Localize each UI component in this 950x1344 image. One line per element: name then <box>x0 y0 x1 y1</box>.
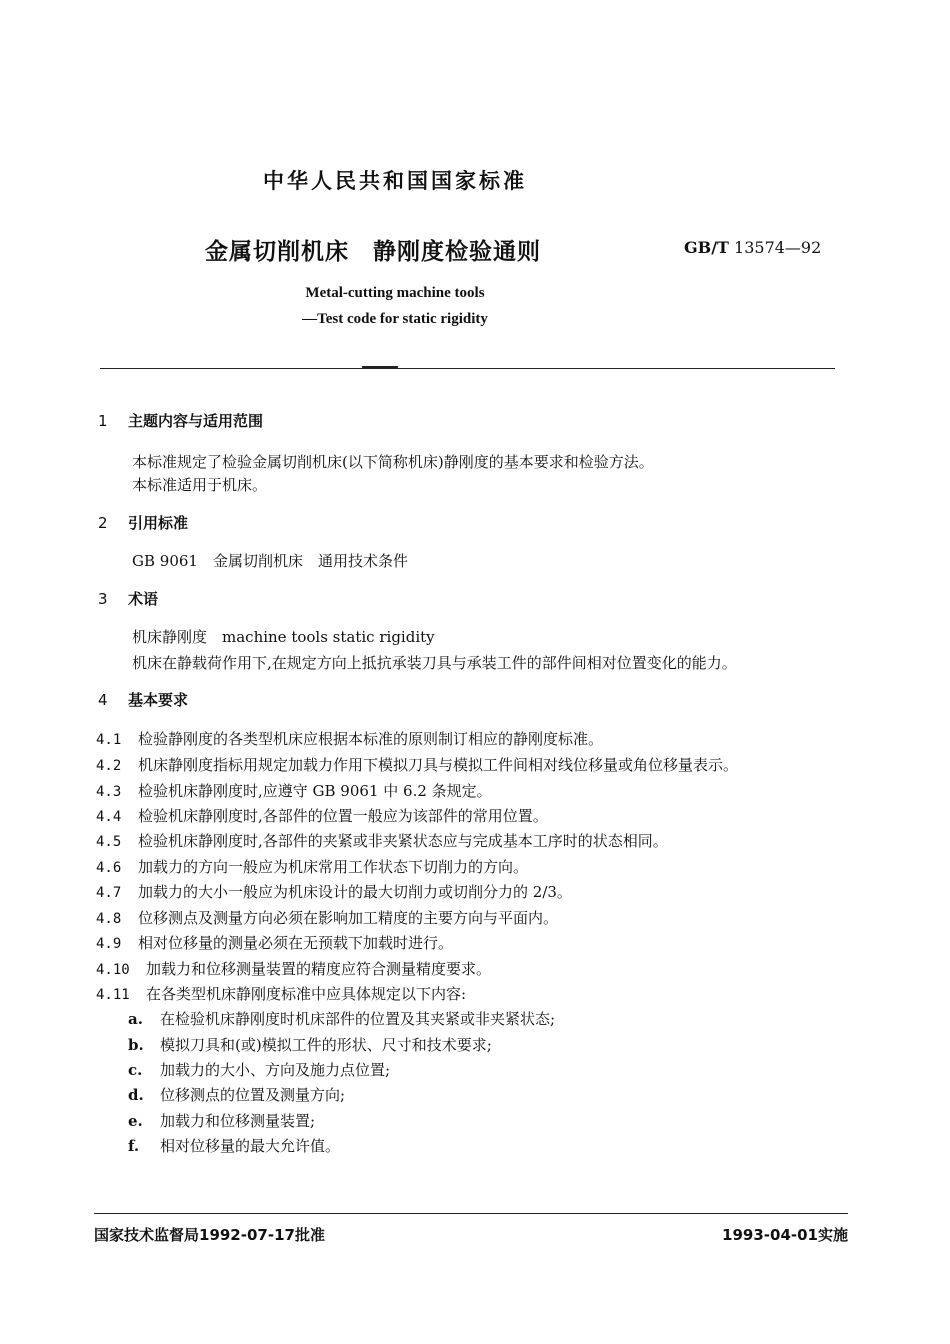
clause-number: 4.11 <box>96 987 130 1003</box>
list-item-c <box>128 1059 390 1080</box>
section-number: 1 <box>98 412 108 430</box>
header-divider-mark <box>362 366 398 369</box>
list-item-d <box>128 1084 345 1105</box>
section-title: 术语 <box>128 590 159 608</box>
clause-number: 4.6 <box>96 860 122 876</box>
document-title-cn: 金属切削机床 静刚度检验通则 <box>205 239 541 265</box>
clause-number: 4.4 <box>96 809 122 825</box>
header-divider <box>100 368 835 369</box>
section-title: 主题内容与适用范围 <box>128 412 264 430</box>
clause-4-7 <box>96 881 572 902</box>
clause-text: 检验机床静刚度时,各部件的位置一般应为该部件的常用位置。 <box>138 807 548 825</box>
list-marker: d. <box>128 1086 144 1104</box>
clause-number: 4.3 <box>96 784 122 800</box>
clause-4-8 <box>96 907 558 928</box>
list-item-text: 加载力的大小、方向及施力点位置; <box>160 1061 391 1079</box>
section-1-paragraph-1: 本标准规定了检验金属切削机床(以下简称机床)静刚度的基本要求和检验方法。 <box>132 453 654 471</box>
clause-text: 位移测点及测量方向必须在影响加工精度的主要方向与平面内。 <box>138 909 559 927</box>
clause-text: 加载力的大小一般应为机床设计的最大切削力或切削分力的 2/3。 <box>138 883 572 901</box>
clause-text: 在各类型机床静刚度标准中应具体规定以下内容: <box>146 985 467 1003</box>
section-title: 基本要求 <box>128 691 189 709</box>
clause-4-2 <box>96 754 738 775</box>
section-title: 引用标准 <box>128 514 189 532</box>
list-marker: b. <box>128 1036 144 1054</box>
list-marker: f. <box>128 1137 140 1155</box>
clause-number: 4.5 <box>96 834 122 850</box>
list-item-text: 在检验机床静刚度时机床部件的位置及其夹紧或非夹紧状态; <box>160 1010 556 1028</box>
referenced-standard: GB 9061 金属切削机床 通用技术条件 <box>132 552 408 570</box>
clause-4-3 <box>96 780 492 801</box>
section-number: 2 <box>98 514 108 532</box>
list-item-f <box>128 1135 340 1156</box>
clause-4-11 <box>96 983 466 1004</box>
clause-text: 加载力的方向一般应为机床常用工作状态下切削力的方向。 <box>138 858 529 876</box>
approval-date: 国家技术监督局1992-07-17批准 <box>94 1226 325 1244</box>
clause-number: 4.10 <box>96 962 130 978</box>
list-marker: a. <box>128 1010 143 1028</box>
standard-prefix: GB/T <box>684 238 729 257</box>
clause-text: 检验静刚度的各类型机床应根据本标准的原则制订相应的静刚度标准。 <box>138 730 604 748</box>
section-2-heading <box>98 512 188 533</box>
list-item-text: 相对位移量的最大允许值。 <box>160 1137 341 1155</box>
clause-4-6 <box>96 856 528 877</box>
clause-4-5 <box>96 830 668 851</box>
clause-number: 4.8 <box>96 911 122 927</box>
section-number: 3 <box>98 590 108 608</box>
national-standard-heading: 中华人民共和国国家标准 <box>263 169 527 193</box>
clause-4-10 <box>96 958 491 979</box>
list-item-text: 位移测点的位置及测量方向; <box>160 1086 346 1104</box>
standard-number <box>684 238 821 257</box>
clause-number: 4.2 <box>96 758 122 774</box>
term-definition-text: 机床在静载荷作用下,在规定方向上抵抗承装刀具与承装工件的部件间相对位置变化的能力。 <box>132 654 737 672</box>
clause-text: 检验机床静刚度时,各部件的夹紧或非夹紧状态应与完成基本工序时的状态相同。 <box>138 832 668 850</box>
list-item-a <box>128 1008 555 1029</box>
list-item-e <box>128 1110 315 1131</box>
list-item-text: 加载力和位移测量装置; <box>160 1112 316 1130</box>
document-title-en-line2: —Test code for static rigidity <box>302 311 488 327</box>
list-item-b <box>128 1034 492 1055</box>
section-number: 4 <box>98 691 108 709</box>
clause-4-1 <box>96 728 603 749</box>
implementation-date: 1993-04-01实施 <box>722 1226 848 1244</box>
list-marker: c. <box>128 1061 143 1079</box>
clause-4-9 <box>96 932 453 953</box>
list-marker: e. <box>128 1112 143 1130</box>
clause-4-4 <box>96 805 548 826</box>
term-definition-title: 机床静刚度 machine tools static rigidity <box>132 628 435 646</box>
document-title-en-line1: Metal-cutting machine tools <box>305 285 485 301</box>
section-1-paragraph-2: 本标准适用于机床。 <box>132 476 268 494</box>
standard-code: 13574—92 <box>734 238 822 257</box>
clause-text: 加载力和位移测量装置的精度应符合测量精度要求。 <box>146 960 492 978</box>
clause-number: 4.9 <box>96 936 122 952</box>
clause-text: 相对位移量的测量必须在无预载下加载时进行。 <box>138 934 454 952</box>
list-item-text: 模拟刀具和(或)模拟工件的形状、尺寸和技术要求; <box>160 1036 492 1054</box>
clause-number: 4.7 <box>96 885 122 901</box>
clause-text: 检验机床静刚度时,应遵守 GB 9061 中 6.2 条规定。 <box>138 782 492 800</box>
section-4-heading <box>98 689 188 710</box>
section-3-heading <box>98 588 158 609</box>
clause-text: 机床静刚度指标用规定加载力作用下模拟刀具与模拟工件间相对线位移量或角位移量表示。 <box>138 756 739 774</box>
footer-divider <box>94 1213 848 1214</box>
clause-number: 4.1 <box>96 732 122 748</box>
section-1-heading <box>98 410 263 431</box>
